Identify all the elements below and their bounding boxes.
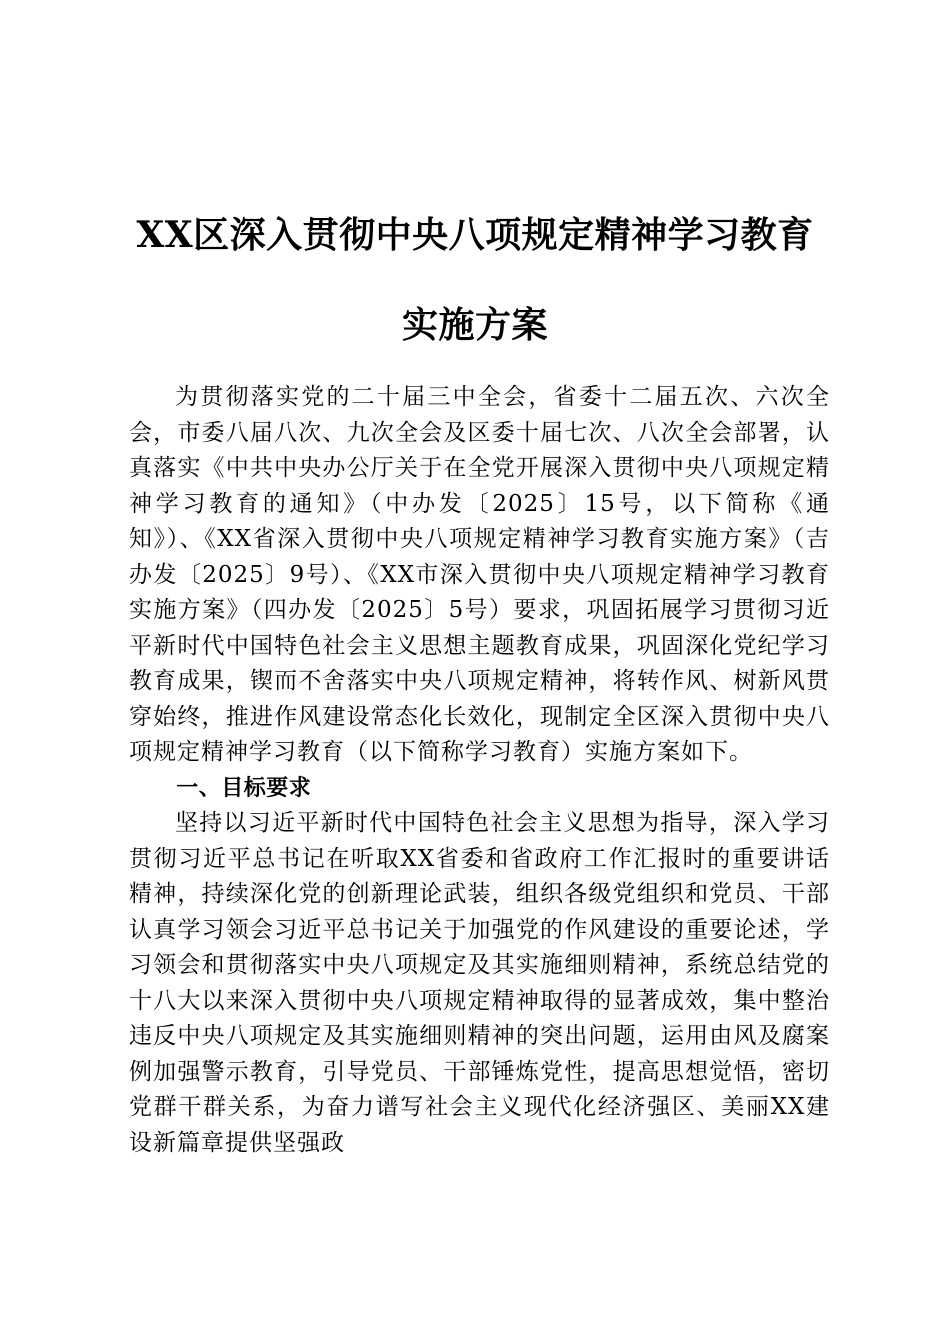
intro-paragraph: 为贯彻落实党的二十届三中全会，省委十二届五次、六次全会，市委八届八次、九次全会及区委十届七次、八次全会部署，认真落实《中共中央办公厅关于在全党开展深入贯彻中央八项规定精神学习教育的通知》（中办发〔2025〕15号，以下简称《通知》）、《XX省深入贯彻中央八项规定精神学习教育实施方案》（吉办发〔2025〕9号）、《XX市深入贯彻中央八项规定精神学习教育实施方案》（四办发〔2025〕5号）要求，巩固拓展学习贯彻习近平新时代中国特色社会主义思想主题教育成果，巩固深化党纪学习教育成果，锲而不舍落实中央八项规定精神，将转作风、树新风贯穿始终，推进作风建设常态化长效化，现制定全区深入贯彻中央八项规定精神学习教育（以下简称学习教育）实施方案如下。 — [129, 384, 830, 765]
goals-paragraph: 坚持以习近平新时代中国特色社会主义思想为指导，深入学习贯彻习近平总书记在听取XX省委和省政府工作汇报时的重要讲话精神，持续深化党的创新理论武装，组织各级党组织和党员、干部认真学习领会习近平总书记关于加强党的作风建设的重要论述，学习领会和贯彻落实中央八项规定及其实施细则精神，系统总结党的十八大以来深入贯彻中央八项规定精神取得的显著成效，集中整治违反中央八项规定及其实施细则精神的突出问题，运用由风及腐案例加强警示教育，引导党员、干部锤炼党性，提高思想觉悟，密切党群干群关系，为奋力谱写社会主义现代化经济强区、美丽XX建设新篇章提供坚强政 — [129, 810, 830, 1156]
document-body — [129, 380, 830, 1161]
document-title: XX区深入贯彻中央八项规定精神学习教育实施方案 — [136, 214, 814, 346]
section-heading-goals: 一、目标要求 — [176, 775, 312, 801]
